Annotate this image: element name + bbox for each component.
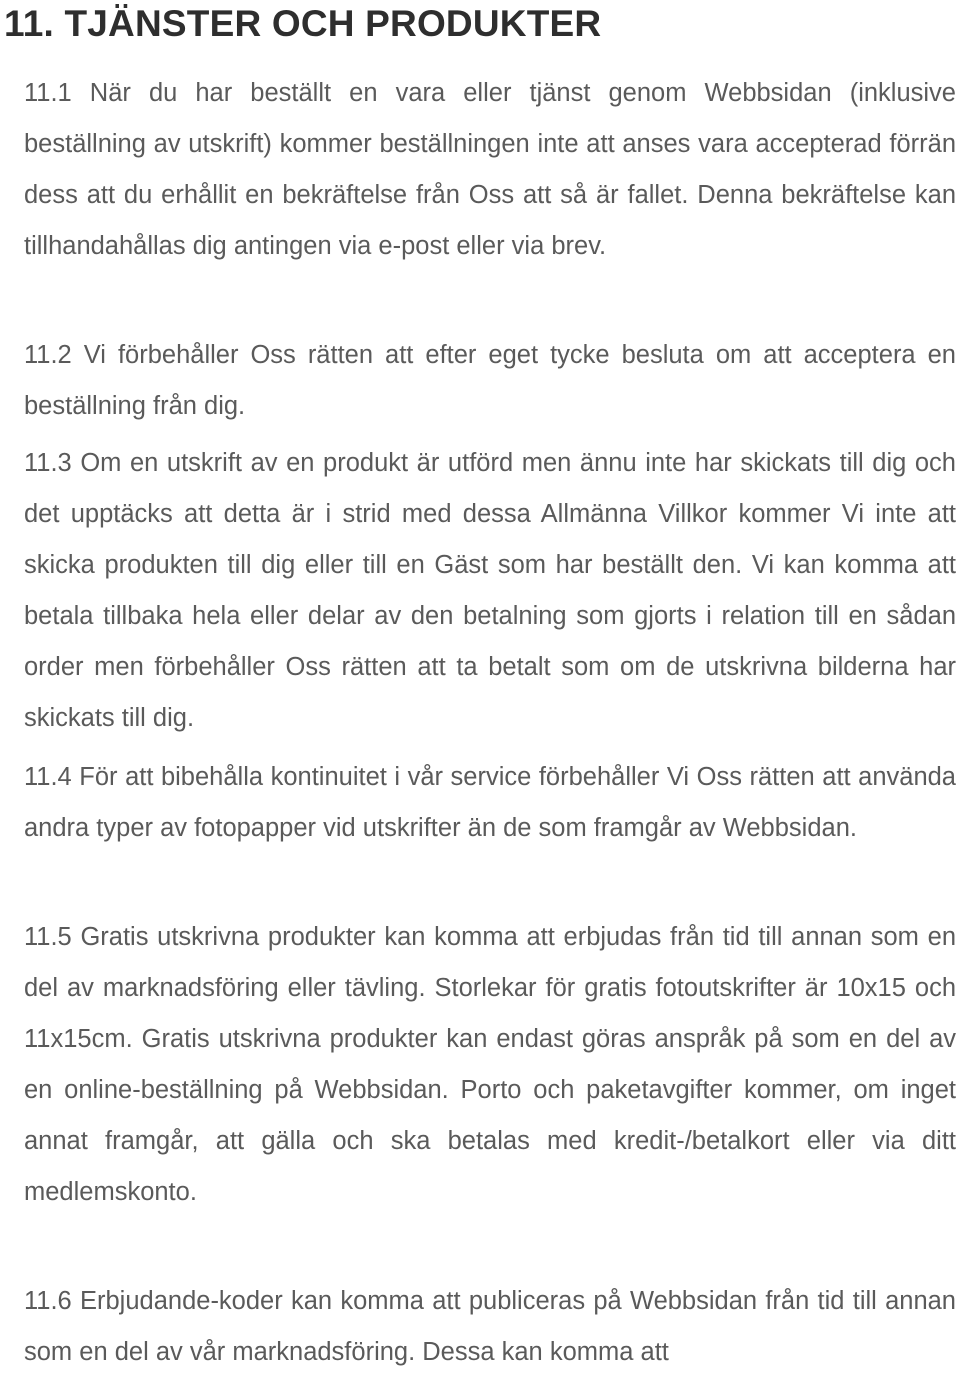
paragraph-11-1: 11.1 När du har beställt en vara eller tjänst genom Webbsidan (inklusive beställning av utskrift) kommer beställningen inte att anses vara accepterad förrän dess att du erhållit en bekräftelse från Oss att så är fallet. Denna bekräftelse kan tillhandahållas dig antingen via e-post eller via brev. <box>24 79 956 260</box>
paragraph-11-4: 11.4 För att bibehålla kontinuitet i vår service förbehåller Vi Oss rätten att använda andra typer av fotopapper vid utskrifter än de som framgår av Webbsidan. <box>24 763 956 842</box>
paragraph-11-5: 11.5 Gratis utskrivna produkter kan komma att erbjudas från tid till annan som en del av marknadsföring eller tävling. Storlekar för gratis fotoutskrifter är 10x15 och 11x15cm. Gratis utskrivna produkter kan endast göras anspråk på som en del av en online-beställning på Webbsidan. Porto och paketavgifter kommer, om inget annat framgår, att gälla och ska betalas med kredit-/betalkort eller via ditt medlemskonto. <box>24 923 956 1206</box>
paragraph-11-3: 11.3 Om en utskrift av en produkt är utförd men ännu inte har skickats till dig och det upptäcks att detta är i strid med dessa Allmänna Villkor kommer Vi inte att skicka produkten till dig eller till en Gäst som har beställt den. Vi kan komma att betala tillbaka hela eller delar av den betalning som gjorts i relation till en sådan order men förbehåller Oss rätten att ta betalt som om de utskrivna bilderna har skickats till dig. <box>24 449 956 732</box>
section-heading: 11. TJÄNSTER OCH PRODUKTER <box>4 3 602 44</box>
paragraph-11-6: 11.6 Erbjudande-koder kan komma att publiceras på Webbsidan från tid till annan som en del av vår marknadsföring. Dessa kan komma att <box>24 1287 956 1366</box>
paragraph-11-2: 11.2 Vi förbehåller Oss rätten att efter eget tycke besluta om att acceptera en beställning från dig. <box>24 341 956 420</box>
